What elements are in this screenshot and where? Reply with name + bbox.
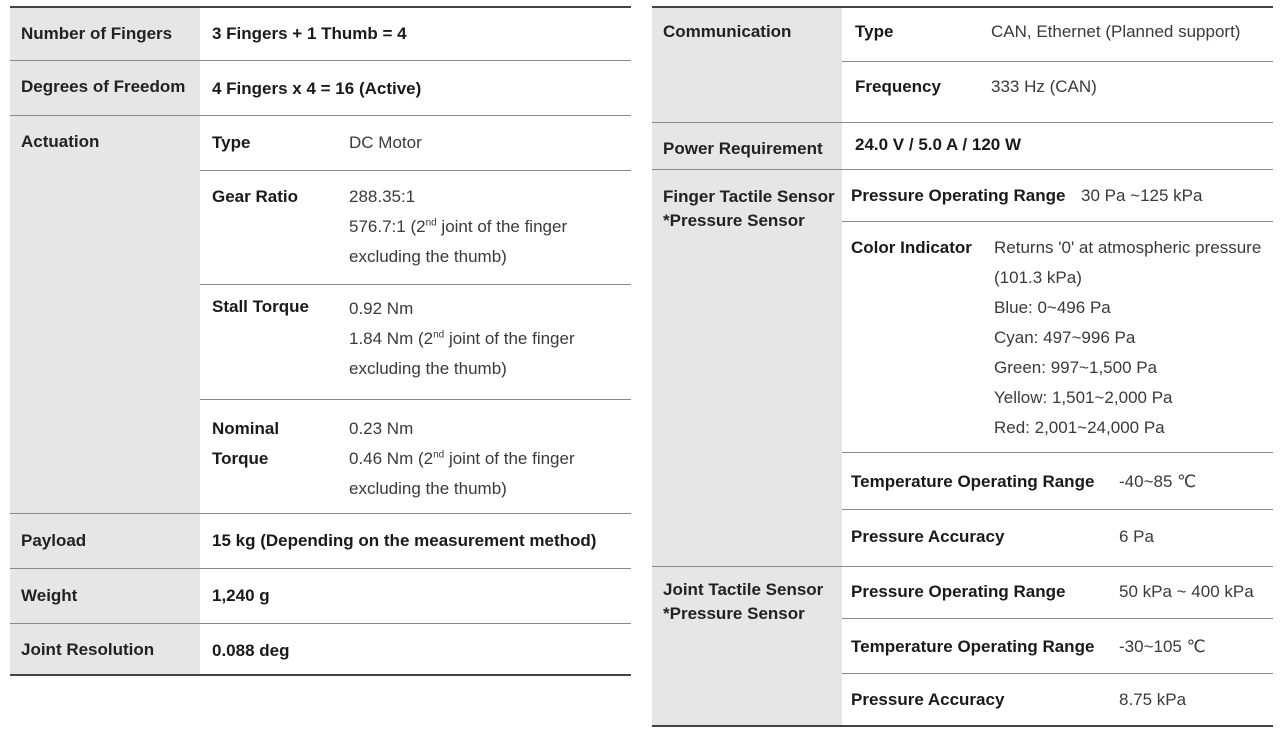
bottom-rule: [652, 725, 1273, 727]
label-joint-accuracy: Pressure Accuracy: [851, 690, 1005, 709]
value-actuation-type: DC Motor: [349, 133, 422, 152]
row-divider: [10, 513, 631, 514]
value-finger-pressure-range: 30 Pa ~125 kPa: [1081, 186, 1203, 205]
row-divider: [10, 568, 631, 569]
label-finger-pressure-range: Pressure Operating Range: [851, 186, 1066, 205]
label-nominal-torque: Nominal Torque: [212, 419, 280, 468]
sub-row-divider: [200, 399, 631, 400]
value-stall-torque: 0.92 Nm 1.84 Nm (2nd joint of the finger excluding the thumb): [349, 299, 575, 378]
right-spec-table: [652, 6, 1273, 731]
label-actuation-type: Type: [212, 133, 251, 152]
header-weight: Weight: [10, 569, 200, 623]
row-divider: [652, 122, 1273, 123]
left-spec-table: [10, 6, 631, 676]
header-power-requirement: Power Requirement: [652, 123, 842, 169]
label-finger-accuracy: Pressure Accuracy: [851, 527, 1005, 546]
value-power-requirement: 24.0 V / 5.0 A / 120 W: [855, 135, 1021, 154]
sub-row-divider: [200, 170, 631, 171]
value-color-indicator: Returns '0' at atmospheric pressure (101.3 kPa) Blue: 0~496 Pa Cyan: 497~996 Pa Green: 997~1,500 Pa Yellow: 1,501~2,000 Pa Red: 2,001~24,000 Pa: [994, 238, 1262, 437]
label-finger-temp-range: Temperature Operating Range: [851, 472, 1095, 491]
row-divider: [10, 60, 631, 61]
header-payload: Payload: [10, 514, 200, 568]
value-weight: 1,240 g: [212, 586, 270, 605]
value-frequency: 333 Hz (CAN): [991, 77, 1097, 96]
header-joint-resolution: Joint Resolution: [10, 624, 200, 674]
header-joint-tactile-sensor: Joint Tactile Sensor *Pressure Sensor: [652, 567, 842, 726]
value-gear-ratio: 288.35:1 576.7:1 (2nd joint of the finger excluding the thumb): [349, 187, 568, 266]
header-degrees-of-freedom: Degrees of Freedom: [10, 61, 200, 115]
value-payload: 15 kg (Depending on the measurement method): [212, 531, 597, 550]
sub-row-divider: [842, 61, 1273, 62]
value-degrees-of-freedom: 4 Fingers x 4 = 16 (Active): [212, 79, 422, 98]
value-joint-pressure-range: 50 kPa ~ 400 kPa: [1119, 582, 1254, 601]
sub-row-divider: [842, 452, 1273, 453]
label-stall-torque: Stall Torque: [212, 297, 309, 316]
row-divider: [652, 169, 1273, 170]
label-joint-pressure-range: Pressure Operating Range: [851, 582, 1066, 601]
sub-row-divider: [200, 284, 631, 285]
row-divider: [10, 115, 631, 116]
value-joint-accuracy: 8.75 kPa: [1119, 690, 1187, 709]
header-communication: Communication: [652, 8, 842, 122]
sub-row-divider: [842, 618, 1273, 619]
value-comm-type: CAN, Ethernet (Planned support): [991, 22, 1241, 41]
header-finger-tactile-sensor: Finger Tactile Sensor *Pressure Sensor: [652, 170, 842, 566]
sub-row-divider: [842, 221, 1273, 222]
value-finger-accuracy: 6 Pa: [1119, 527, 1154, 546]
value-finger-temp-range: -40~85 ℃: [1119, 472, 1197, 491]
row-divider: [652, 566, 1273, 567]
value-joint-temp-range: -30~105 ℃: [1119, 637, 1206, 656]
value-number-of-fingers: 3 Fingers + 1 Thumb = 4: [212, 24, 407, 43]
label-comm-type: Type: [855, 22, 894, 41]
value-nominal-torque: 0.23 Nm 0.46 Nm (2nd joint of the finger excluding the thumb): [349, 419, 575, 498]
row-divider: [10, 623, 631, 624]
label-frequency: Frequency: [855, 77, 941, 96]
value-joint-resolution: 0.088 deg: [212, 641, 290, 660]
header-number-of-fingers: Number of Fingers: [10, 8, 200, 60]
label-joint-temp-range: Temperature Operating Range: [851, 637, 1095, 656]
label-color-indicator: Color Indicator: [851, 238, 972, 257]
sub-row-divider: [842, 673, 1273, 674]
label-gear-ratio: Gear Ratio: [212, 187, 298, 206]
bottom-rule: [10, 674, 631, 676]
header-actuation: Actuation: [10, 116, 200, 513]
sub-row-divider: [842, 509, 1273, 510]
